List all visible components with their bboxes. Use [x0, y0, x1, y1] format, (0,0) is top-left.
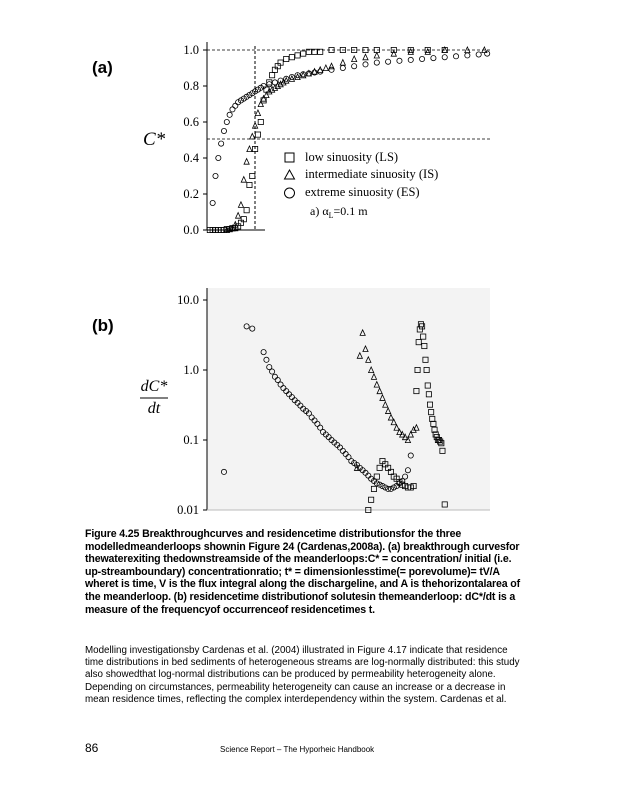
dispersivity-annotation: a) $\alpha_L=0.1$ m	[310, 204, 368, 220]
footer-title: Science Report – The Hyporheic Handbook	[220, 745, 375, 754]
y-tick-label: 0.1	[183, 433, 199, 447]
data-point-circle	[374, 60, 379, 65]
data-point-triangle	[374, 52, 379, 58]
data-point-circle	[340, 65, 345, 70]
legend-label-ls: low sinuosity (LS)	[305, 150, 399, 164]
data-point-circle	[408, 57, 413, 62]
data-point-circle	[363, 62, 368, 67]
plot-area-background	[207, 288, 490, 510]
data-point-square	[244, 208, 249, 213]
data-point-triangle	[261, 96, 266, 102]
data-point-circle	[476, 52, 481, 57]
body-paragraph: Modelling investigationsby Cardenas et al. (2004) illustrated in Figure 4.17 indicate that residence time distributions in bed sediments of heterogeneous streams are log-normally distributed: this study also showedthat log-normal distributions can be produced by permeability heterogeneity alone. Depending on circumstances, permeability heterogeneity can cause an increase or a decrease in mean residence times, reflecting the complex interdependency within the system. Cardenas et al.	[85, 645, 520, 705]
data-point-circle	[442, 55, 447, 60]
figure-caption: Figure 4.25 Breakthroughcurves and residencetime distributionsfor the three modelledmeanderloops shownin Figure 24 (Cardenas,2008a). (a) breakthrough curvesfor thewaterexiting thedownstreamside of the meanderloops:C* = concentration/ initial (i.e. up-streamboundary) concentrationratio; t* = dimensionlesstime(= porevolume)= tV/A wheret is time, V is the flux integral along the dischargeline, and A is thehorizontalarea of the meanderloop. (b) residencetime distributionof solutesin themeanderloop: dC*/dt is a measure of the frequencyof occurrenceof residencetimes t.	[85, 528, 521, 616]
y-axis-label-denominator: dt	[147, 400, 161, 417]
data-point-circle	[213, 173, 218, 178]
data-point-triangle	[391, 51, 396, 57]
data-point-circle	[219, 141, 224, 146]
panel-b-label: (b)	[92, 316, 114, 335]
data-point-triangle	[250, 133, 255, 139]
data-point-triangle	[238, 202, 243, 208]
data-point-square	[258, 119, 263, 124]
data-point-triangle	[363, 54, 368, 60]
data-point-circle	[397, 58, 402, 63]
data-point-circle	[352, 64, 357, 69]
y-tick-label: 1.0	[183, 43, 199, 57]
data-point-triangle	[241, 177, 246, 183]
data-point-circle	[386, 59, 391, 64]
y-tick-label: 0.0	[183, 223, 199, 237]
y-axis-label: C*	[143, 129, 166, 150]
data-point-triangle	[312, 69, 317, 75]
legend-label-es: extreme sinuosity (ES)	[305, 185, 420, 199]
data-point-square	[295, 53, 300, 58]
y-tick-label: 10.0	[177, 293, 199, 307]
legend-label-is: intermediate sinuosity (IS)	[305, 167, 439, 181]
data-point-circle	[267, 82, 272, 87]
data-point-square	[289, 55, 294, 60]
y-tick-label: 0.4	[183, 151, 199, 165]
data-point-square	[284, 56, 289, 61]
data-point-circle	[419, 56, 424, 61]
data-point-square	[247, 182, 252, 187]
data-point-square	[269, 73, 274, 78]
data-point-circle	[233, 103, 238, 108]
y-tick-label: 0.6	[183, 115, 199, 129]
data-point-circle	[224, 119, 229, 124]
data-point-circle	[210, 200, 215, 205]
data-point-triangle	[352, 56, 357, 62]
data-point-square	[255, 132, 260, 137]
data-point-circle	[227, 112, 232, 117]
data-point-circle	[329, 67, 334, 72]
data-point-circle	[230, 107, 235, 112]
y-tick-label: 0.2	[183, 187, 199, 201]
data-point-circle	[465, 53, 470, 58]
data-point-triangle	[236, 213, 241, 219]
panel-a-label: (a)	[92, 58, 113, 77]
residence-time-chart	[0, 280, 618, 520]
data-point-triangle	[247, 146, 252, 152]
data-point-square	[250, 173, 255, 178]
data-point-circle	[221, 128, 226, 133]
data-point-triangle	[264, 92, 269, 98]
data-point-circle	[485, 51, 490, 56]
data-point-square	[301, 51, 306, 56]
page-number: 86	[85, 741, 99, 755]
y-axis-label	[140, 378, 168, 417]
y-tick-label: 0.8	[183, 79, 199, 93]
data-point-triangle	[258, 101, 263, 107]
data-point-circle	[453, 54, 458, 59]
y-axis-label-numerator: dC*	[140, 378, 168, 395]
y-tick-label: 1.0	[183, 363, 199, 377]
breakthrough-curve-chart	[0, 30, 618, 270]
data-point-triangle	[340, 60, 345, 66]
data-point-triangle	[255, 110, 260, 116]
y-tick-label: 0.01	[177, 503, 199, 517]
data-point-triangle	[323, 65, 328, 71]
data-point-circle	[431, 56, 436, 61]
data-point-circle	[216, 155, 221, 160]
data-point-triangle	[244, 159, 249, 165]
